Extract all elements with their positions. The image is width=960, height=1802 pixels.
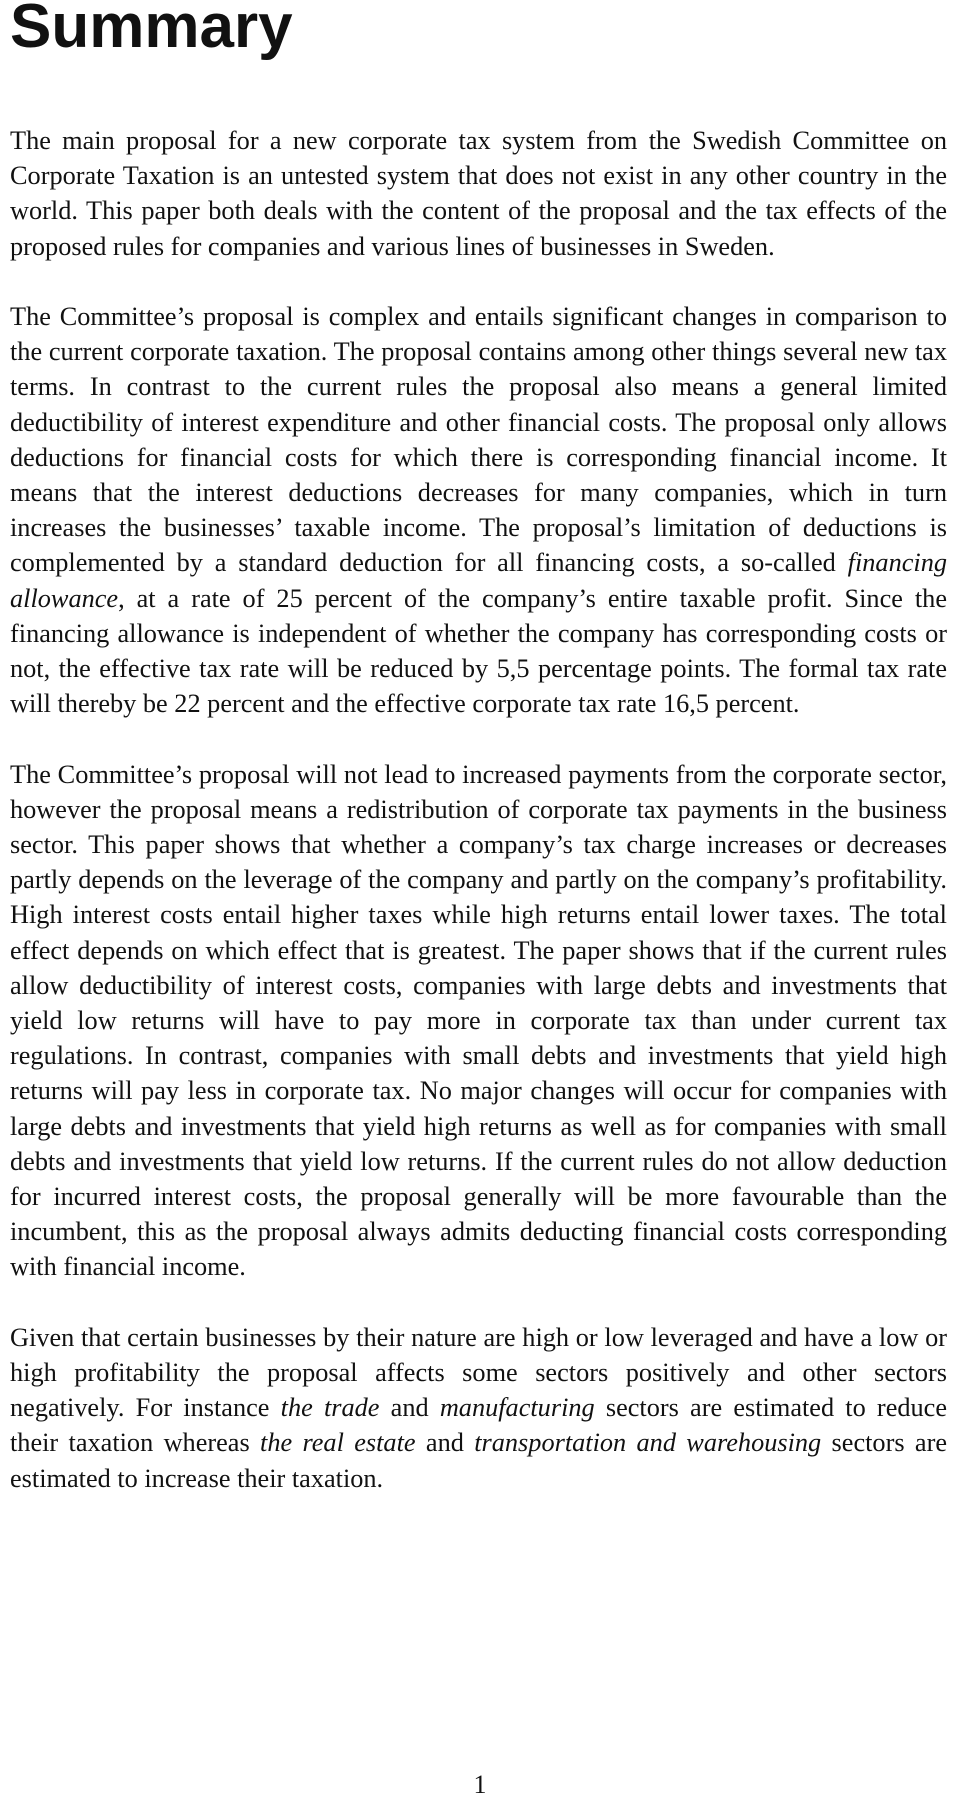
emphasized-term: financing allowance [10,548,947,613]
text-run: The Committee’s proposal is complex and entails significant changes in comparison to the current corporate taxation. The proposal contains among other things several new tax terms. In contrast to the current rules the proposal also means a general limited deductibility of interest expenditure and other financial costs. The proposal only allows deductions for financial costs for which there is corresponding financial income. It means that the interest deductions decreases for many companies, which in turn increases the businesses’ taxable income. The proposal’s limitation of deductions is complemented by a standard deduction for all financing costs, a so-called [10,302,947,578]
emphasized-term: transportation and warehousing [474,1428,822,1458]
text-run: The main proposal for a new corporate tax system from the Swedish Committee on Corporate Taxation is an untested system that does not exist in any other country in the world. This paper both deals with the content of the proposal and the tax effects of the proposed rules for companies and various lines of businesses in Sweden. [10,126,947,261]
paragraph [10,123,947,264]
text-run: Given that certain businesses by their nature are high or low leveraged and have a low or high profitability the proposal affects some sectors positively and other sectors negatively. For instance [10,1322,947,1423]
text-run: and [415,1428,475,1458]
emphasized-term: the trade [280,1393,380,1423]
body-text [10,123,947,1531]
emphasized-term: the real estate [260,1428,416,1458]
text-run: sectors are estimated to reduce their taxation whereas [10,1393,948,1458]
paragraph [10,757,947,1285]
page-title: Summary [10,0,293,61]
text-run: , at a rate of 25 percent of the company’s entire taxable profit. Since the financing allowance is independent of whether the company has corresponding costs or not, the effective tax rate will be reduced by 5,5 percentage points. The formal tax rate will thereby be 22 percent and the effective corporate tax rate 16,5 percent. [10,583,947,719]
page-number: 1 [473,1770,487,1799]
paragraph [10,299,947,721]
text-run: The Committee’s proposal will not lead to increased payments from the corporate sector, however the proposal means a redistribution of corporate tax payments in the business sector. This paper shows that whether a company’s tax charge increases or decreases partly depends on the leverage of the company and partly on the company’s profitability. High interest costs entail higher taxes while high returns entail lower taxes. The total effect depends on which effect that is greatest. The paper shows that if the current rules allow deductibility of interest costs, companies with large debts and investments that yield low returns will have to pay more in corporate tax than under current tax regulations. In contrast, companies with small debts and investments that yield high returns will pay less in corporate tax. No major changes will occur for companies with large debts and investments that yield high returns as well as for companies with small debts and investments that yield low returns. If the current rules do not allow deduction for incurred interest costs, the proposal generally will be more favourable than the incumbent, this as the proposal always admits deducting financial costs corresponding with financial income. [10,759,947,1282]
text-run: sectors are estimated to increase their taxation. [10,1428,947,1493]
emphasized-term: manufacturing [439,1393,595,1423]
paragraph [10,1320,947,1496]
text-run: and [379,1393,440,1423]
